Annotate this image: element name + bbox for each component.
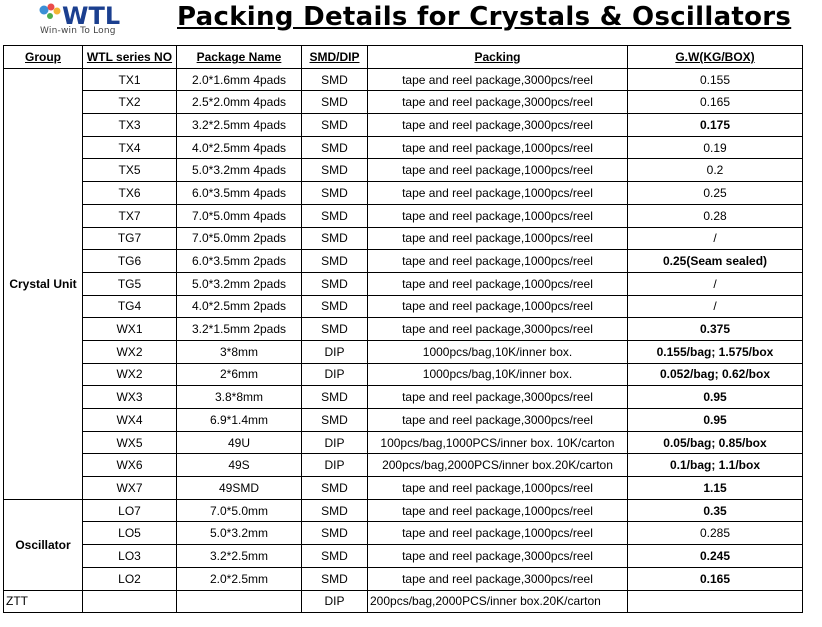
package-name-cell: 3.2*2.5mm — [177, 545, 302, 568]
smd-dip-cell: SMD — [302, 272, 368, 295]
gross-weight-cell: 0.165 — [628, 567, 803, 590]
table-row — [4, 522, 803, 545]
packing-cell: 200pcs/bag,2000PCS/inner box.20K/carton — [368, 590, 628, 613]
table-row — [4, 409, 803, 432]
wtl-logo — [30, 2, 160, 40]
packing-cell: tape and reel package,3000pcs/reel — [368, 68, 628, 91]
package-name-cell: 3.8*8mm — [177, 386, 302, 409]
gross-weight-cell: 0.285 — [628, 522, 803, 545]
gross-weight-cell: 0.155 — [628, 68, 803, 91]
table-row — [4, 204, 803, 227]
packing-cell: tape and reel package,3000pcs/reel — [368, 545, 628, 568]
gross-weight-cell: 0.95 — [628, 386, 803, 409]
gross-weight-cell: 0.05/bag; 0.85/box — [628, 431, 803, 454]
package-name-cell: 2*6mm — [177, 363, 302, 386]
table-row — [4, 567, 803, 590]
smd-dip-cell: SMD — [302, 136, 368, 159]
series-cell: WX5 — [83, 431, 177, 454]
package-name-cell: 49U — [177, 431, 302, 454]
table-row — [4, 454, 803, 477]
package-name-cell: 49SMD — [177, 477, 302, 500]
group-oscillator: Oscillator — [4, 499, 83, 590]
gross-weight-cell: 0.052/bag; 0.62/box — [628, 363, 803, 386]
smd-dip-cell: DIP — [302, 340, 368, 363]
packing-cell: tape and reel package,3000pcs/reel — [368, 114, 628, 137]
logo-brand: WTL — [62, 2, 121, 28]
packing-cell: tape and reel package,1000pcs/reel — [368, 227, 628, 250]
gross-weight-cell: 0.95 — [628, 409, 803, 432]
gross-weight-cell: 0.175 — [628, 114, 803, 137]
header-group: Group — [4, 46, 83, 69]
smd-dip-cell: DIP — [302, 590, 368, 613]
gross-weight-cell: 0.2 — [628, 159, 803, 182]
gross-weight-cell: 0.1/bag; 1.1/box — [628, 454, 803, 477]
group-crystal-unit: Crystal Unit — [4, 68, 83, 499]
smd-dip-cell: DIP — [302, 363, 368, 386]
table-row — [4, 545, 803, 568]
gross-weight-cell: 0.28 — [628, 204, 803, 227]
series-cell: WX3 — [83, 386, 177, 409]
gross-weight-cell: 0.25(Seam sealed) — [628, 250, 803, 273]
packing-cell: 200pcs/bag,2000PCS/inner box.20K/carton — [368, 454, 628, 477]
package-name-cell: 7.0*5.0mm 2pads — [177, 227, 302, 250]
gross-weight-cell: 0.155/bag; 1.575/box — [628, 340, 803, 363]
gross-weight-cell: / — [628, 295, 803, 318]
smd-dip-cell: SMD — [302, 91, 368, 114]
packing-cell: tape and reel package,3000pcs/reel — [368, 409, 628, 432]
table-row — [4, 295, 803, 318]
package-name-cell: 6.9*1.4mm — [177, 409, 302, 432]
smd-dip-cell: SMD — [302, 204, 368, 227]
package-name-cell: 7.0*5.0mm 4pads — [177, 204, 302, 227]
table-row — [4, 590, 803, 613]
smd-dip-cell: DIP — [302, 454, 368, 477]
package-name-cell: 7.0*5.0mm — [177, 499, 302, 522]
series-cell: TG5 — [83, 272, 177, 295]
table-row — [4, 386, 803, 409]
series-cell: TX4 — [83, 136, 177, 159]
series-cell: TG7 — [83, 227, 177, 250]
table-body — [4, 68, 803, 613]
gross-weight-cell: 0.375 — [628, 318, 803, 341]
gross-weight-cell: 0.35 — [628, 499, 803, 522]
packing-cell: tape and reel package,1000pcs/reel — [368, 136, 628, 159]
series-cell: WX1 — [83, 318, 177, 341]
package-name-cell: 2.5*2.0mm 4pads — [177, 91, 302, 114]
packing-cell: 100pcs/bag,1000PCS/inner box. 10K/carton — [368, 431, 628, 454]
smd-dip-cell: SMD — [302, 318, 368, 341]
smd-dip-cell: SMD — [302, 68, 368, 91]
gross-weight-cell: 0.165 — [628, 91, 803, 114]
package-name-cell: 4.0*2.5mm 2pads — [177, 295, 302, 318]
series-cell: TX2 — [83, 91, 177, 114]
header-gross-weight: G.W(KG/BOX) — [628, 46, 803, 69]
packing-cell: tape and reel package,1000pcs/reel — [368, 499, 628, 522]
table-row — [4, 182, 803, 205]
gross-weight-cell: 0.25 — [628, 182, 803, 205]
series-cell: LO5 — [83, 522, 177, 545]
table-row — [4, 340, 803, 363]
gross-weight-cell: 1.15 — [628, 477, 803, 500]
package-name-cell: 3*8mm — [177, 340, 302, 363]
packing-cell: tape and reel package,3000pcs/reel — [368, 318, 628, 341]
packing-cell: 1000pcs/bag,10K/inner box. — [368, 363, 628, 386]
package-name-cell: 4.0*2.5mm 4pads — [177, 136, 302, 159]
table-row — [4, 363, 803, 386]
series-cell: TX3 — [83, 114, 177, 137]
table-row — [4, 431, 803, 454]
package-name-cell: 6.0*3.5mm 2pads — [177, 250, 302, 273]
series-cell — [83, 590, 177, 613]
package-name-cell — [177, 590, 302, 613]
series-cell: WX6 — [83, 454, 177, 477]
group-ztt: ZTT — [4, 590, 83, 613]
packing-cell: tape and reel package,1000pcs/reel — [368, 272, 628, 295]
smd-dip-cell: SMD — [302, 386, 368, 409]
smd-dip-cell: SMD — [302, 499, 368, 522]
table-row — [4, 91, 803, 114]
packing-cell: tape and reel package,1000pcs/reel — [368, 159, 628, 182]
table-row — [4, 68, 803, 91]
smd-dip-cell: SMD — [302, 477, 368, 500]
package-name-cell: 6.0*3.5mm 4pads — [177, 182, 302, 205]
header-package-name: Package Name — [177, 46, 302, 69]
table-row — [4, 136, 803, 159]
smd-dip-cell: DIP — [302, 431, 368, 454]
smd-dip-cell: SMD — [302, 567, 368, 590]
packing-cell: tape and reel package,3000pcs/reel — [368, 386, 628, 409]
header-smd-dip: SMD/DIP — [302, 46, 368, 69]
gross-weight-cell: 0.19 — [628, 136, 803, 159]
packing-cell: tape and reel package,1000pcs/reel — [368, 477, 628, 500]
series-cell: WX2 — [83, 340, 177, 363]
package-name-cell: 2.0*2.5mm — [177, 567, 302, 590]
table-row — [4, 227, 803, 250]
smd-dip-cell: SMD — [302, 409, 368, 432]
gross-weight-cell: / — [628, 272, 803, 295]
series-cell: TX1 — [83, 68, 177, 91]
smd-dip-cell: SMD — [302, 227, 368, 250]
wtl-logo-graphic — [30, 2, 160, 28]
series-cell: TX6 — [83, 182, 177, 205]
header-packing: Packing — [368, 46, 628, 69]
packing-cell: tape and reel package,3000pcs/reel — [368, 567, 628, 590]
gross-weight-cell: / — [628, 227, 803, 250]
table-row — [4, 159, 803, 182]
packing-cell: tape and reel package,1000pcs/reel — [368, 295, 628, 318]
table-row — [4, 499, 803, 522]
packing-cell: tape and reel package,1000pcs/reel — [368, 522, 628, 545]
packing-cell: tape and reel package,1000pcs/reel — [368, 204, 628, 227]
smd-dip-cell: SMD — [302, 250, 368, 273]
packing-cell: tape and reel package,1000pcs/reel — [368, 182, 628, 205]
smd-dip-cell: SMD — [302, 522, 368, 545]
series-cell: TX7 — [83, 204, 177, 227]
table-row — [4, 250, 803, 273]
packing-cell: 1000pcs/bag,10K/inner box. — [368, 340, 628, 363]
series-cell: LO2 — [83, 567, 177, 590]
page-title: Packing Details for Crystals & Oscillators — [177, 2, 792, 32]
packing-cell: tape and reel package,1000pcs/reel — [368, 250, 628, 273]
series-cell: WX4 — [83, 409, 177, 432]
package-name-cell: 5.0*3.2mm — [177, 522, 302, 545]
package-name-cell: 3.2*1.5mm 2pads — [177, 318, 302, 341]
gross-weight-cell — [628, 590, 803, 613]
smd-dip-cell: SMD — [302, 159, 368, 182]
series-cell: TG6 — [83, 250, 177, 273]
package-name-cell: 49S — [177, 454, 302, 477]
packing-cell: tape and reel package,3000pcs/reel — [368, 91, 628, 114]
header-series: WTL series NO — [83, 46, 177, 69]
smd-dip-cell: SMD — [302, 114, 368, 137]
table-row — [4, 272, 803, 295]
table-header-row — [4, 46, 803, 69]
table-row — [4, 318, 803, 341]
gross-weight-cell: 0.245 — [628, 545, 803, 568]
table-row — [4, 114, 803, 137]
series-cell: TG4 — [83, 295, 177, 318]
smd-dip-cell: SMD — [302, 545, 368, 568]
table-row — [4, 477, 803, 500]
smd-dip-cell: SMD — [302, 295, 368, 318]
smd-dip-cell: SMD — [302, 182, 368, 205]
series-cell: WX7 — [83, 477, 177, 500]
package-name-cell: 5.0*3.2mm 2pads — [177, 272, 302, 295]
series-cell: LO3 — [83, 545, 177, 568]
series-cell: LO7 — [83, 499, 177, 522]
series-cell: WX2 — [83, 363, 177, 386]
series-cell: TX5 — [83, 159, 177, 182]
package-name-cell: 5.0*3.2mm 4pads — [177, 159, 302, 182]
packing-table — [3, 45, 803, 613]
logo-tagline: Win-win To Long — [40, 26, 116, 36]
package-name-cell: 3.2*2.5mm 4pads — [177, 114, 302, 137]
package-name-cell: 2.0*1.6mm 4pads — [177, 68, 302, 91]
